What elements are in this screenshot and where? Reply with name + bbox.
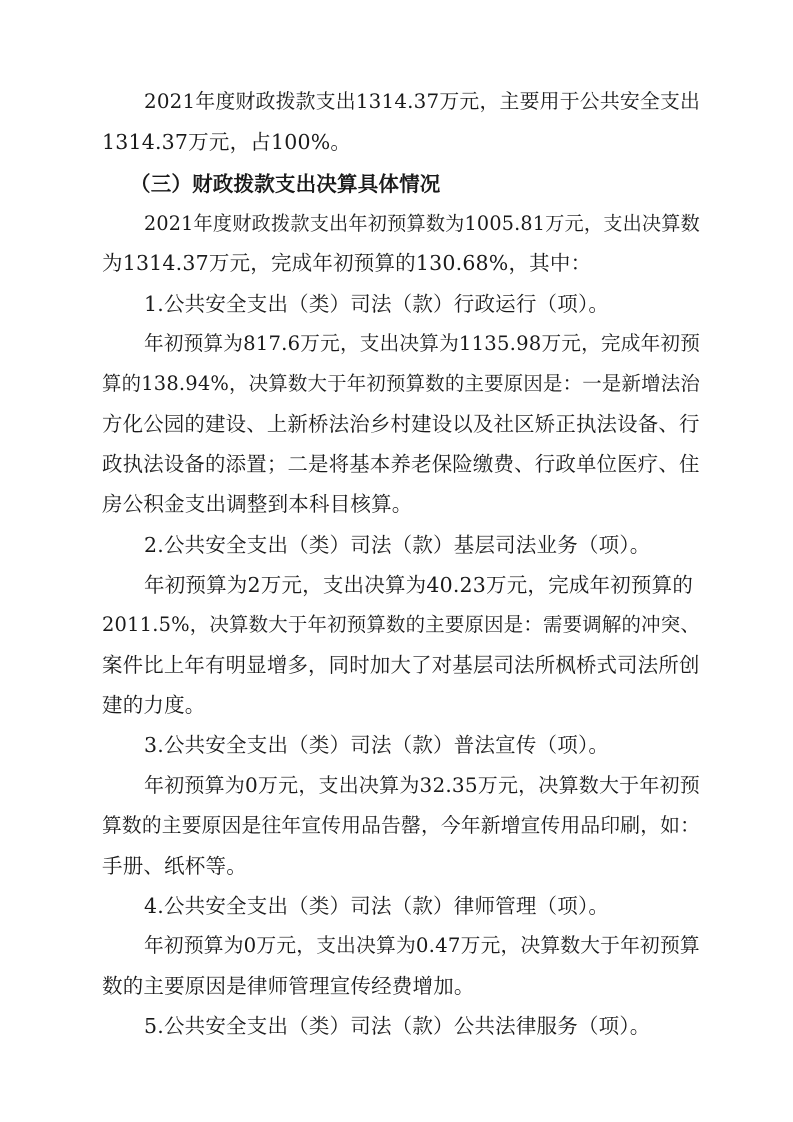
paragraph-line: 建的力度。	[102, 693, 206, 717]
paragraph-line: 1314.37万元，占100%。	[102, 130, 352, 154]
paragraph-line: 2021年度财政拨款支出年初预算数为1005.81万元，支出决算数	[144, 212, 701, 235]
item-heading: 5.公共安全支出（类）司法（款）公共法律服务（项）。	[144, 1014, 651, 1038]
item-heading: 4.公共安全支出（类）司法（款）律师管理（项）。	[144, 894, 610, 918]
paragraph-line: 为1314.37万元，完成年初预算的130.68%，其中：	[102, 251, 592, 275]
paragraph-line: 数的主要原因是律师管理宣传经费增加。	[102, 974, 475, 998]
paragraph-line: 年初预算为2万元，支出决算为40.23万元，完成年初预算的	[144, 573, 694, 597]
paragraph-line: 年初预算为0万元，支出决算为0.47万元，决算数大于年初预算	[144, 934, 700, 957]
paragraph-line: 手册、纸杯等。	[102, 854, 247, 878]
paragraph-line: 年初预算为0万元，支出决算为32.35万元，决算数大于年初预	[144, 773, 700, 797]
paragraph-line: 2021年度财政拨款支出1314.37万元，主要用于公共安全支出	[144, 90, 701, 113]
item-heading: 2.公共安全支出（类）司法（款）基层司法业务（项）。	[144, 533, 651, 557]
paragraph-line: 房公积金支出调整到本科目核算。	[102, 492, 413, 516]
paragraph-line: 方化公园的建设、上新桥法治乡村建设以及社区矫正执法设备、行	[102, 412, 700, 436]
paragraph-line: 案件比上年有明显增多，同时加大了对基层司法所枫桥式司法所创	[102, 653, 700, 677]
paragraph-line: 年初预算为817.6万元，支出决算为1135.98万元，完成年初预	[144, 332, 701, 355]
item-heading: 1.公共安全支出（类）司法（款）行政运行（项）。	[144, 292, 610, 316]
paragraph-line: 算数的主要原因是往年宣传用品告罄，今年新增宣传用品印刷，如：	[102, 814, 701, 837]
paragraph-line: 政执法设备的添置；二是将基本养老保险缴费、行政单位医疗、住	[102, 452, 700, 476]
paragraph-line: 2011.5%，决算数大于年初预算数的主要原因是：需要调解的冲突、	[102, 613, 700, 636]
item-heading: 3.公共安全支出（类）司法（款）普法宣传（项）。	[144, 733, 610, 757]
paragraph-line: 算的138.94%，决算数大于年初预算数的主要原因是：一是新增法治	[102, 372, 700, 395]
section-heading: （三）财政拨款支出决算具体情况	[130, 172, 441, 196]
